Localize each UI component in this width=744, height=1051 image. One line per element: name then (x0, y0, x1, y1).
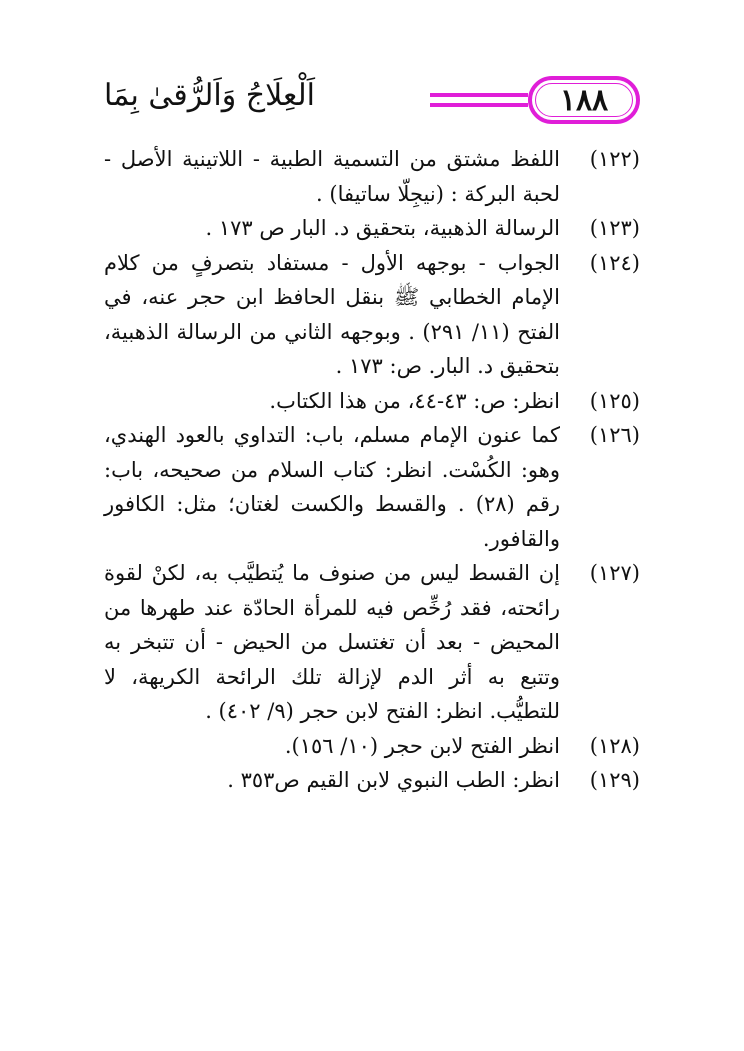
footnote-text: اللفظ مشتق من التسمية الطبية - اللاتينية الأصل - لحبة البركة : (نيجِلّا ساتيفا) . (104, 147, 560, 206)
footnote-number: (١٢٤) (589, 250, 640, 275)
header-rule-bottom (430, 103, 528, 107)
footnote-124 (104, 246, 640, 384)
footnote-text: كما عنون الإمام مسلم، باب: التداوي بالعود الهندي، وهو: الكُسْت. انظر: كتاب السلام من صحيحه، باب: رقم (٢٨) . والقسط والكست لغتان؛ مثل: الكافور والقافور. (104, 423, 560, 551)
footnote-128 (104, 729, 640, 764)
footnote-text: إن القسط ليس من صنوف ما يُتطيَّب به، لكنْ لقوة رائحته، فقد رُخِّص فيه للمرأة الحادّة عند طهرها من المحيض - بعد أن تغتسل من الحيض - أن تتبخر به وتتبع به أثر الدم لإزالة تلك الرائحة الكريهة، لا للتطيُّب. انظر: الفتح لابن حجر (٩/ ٤٠٢) . (104, 561, 560, 723)
footnote-127 (104, 556, 640, 729)
page-number-badge (528, 76, 640, 124)
footnote-number: (١٢٣) (589, 216, 640, 240)
footnote-text: انظر الفتح لابن حجر (١٠/ ١٥٦). (284, 733, 560, 758)
footnote-number: (١٢٩) (589, 768, 640, 792)
footnote-129 (104, 763, 640, 798)
page-header (104, 72, 640, 132)
header-rule-top (430, 93, 528, 97)
footnote-126 (104, 418, 640, 556)
footnote-text: انظر: ص: ٤٣-٤٤، من هذا الكتاب. (269, 388, 560, 413)
footnote-number: (١٢٨) (589, 733, 640, 758)
footnote-text: الجواب - بوجهه الأول - مستفاد بتصرفٍ من كلام الإمام الخطابي ﷺ بنقل الحافظ ابن حجر عنه، في الفتح (١١/ ٢٩١) . وبوجهه الثاني من الرسالة الذهبية، بتحقيق د. البار. ص: ١٧٣ . (104, 250, 560, 378)
footnote-text: الرسالة الذهبية، بتحقيق د. البار ص ١٧٣ . (205, 216, 560, 240)
footnote-number: (١٢٧) (589, 561, 640, 585)
footnote-number: (١٢٦) (589, 423, 640, 447)
footnote-125 (104, 384, 640, 419)
footnote-text: انظر: الطب النبوي لابن القيم ص٣٥٣ . (227, 768, 560, 792)
footnote-122 (104, 142, 640, 211)
footnote-number: (١٢٥) (589, 388, 640, 413)
page-number: ١٨٨ (559, 82, 609, 118)
footnote-123 (104, 211, 640, 246)
footnote-number: (١٢٢) (589, 147, 640, 171)
running-title: اَلْعِلَاجُ وَاَلرُّقىٰ بِمَا (104, 78, 315, 113)
footnotes-list (104, 142, 640, 798)
